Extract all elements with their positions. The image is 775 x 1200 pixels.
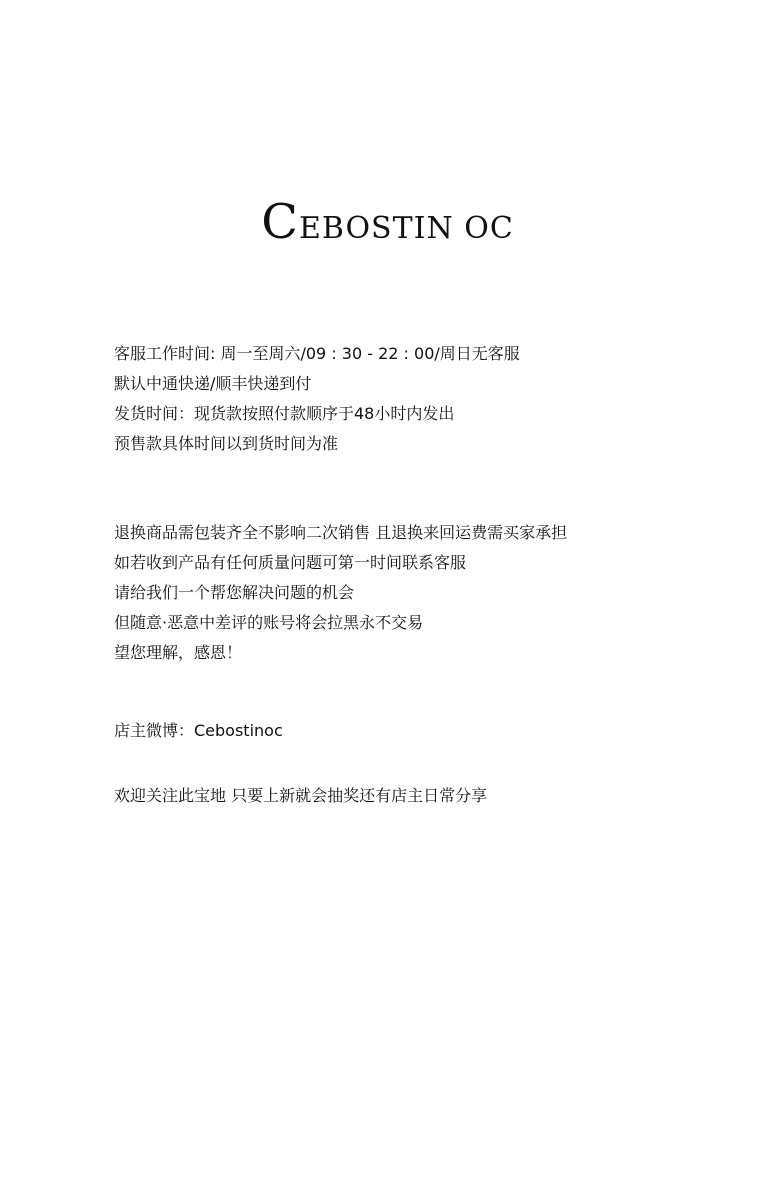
shipping-courier-text: 默认中通快递/顺丰快递到付 xyxy=(114,374,312,393)
weibo-section xyxy=(114,716,754,746)
return-policy-line: 望您理解，感恩！ xyxy=(114,643,243,662)
return-policy-line: 如若收到产品有任何质量问题可第一时间联系客服 xyxy=(114,553,467,572)
brand-logo-text: CEBOSTIN OC xyxy=(261,194,514,250)
presale-note-text: 预售款具体时间以到货时间为准 xyxy=(114,434,339,453)
service-info-section xyxy=(114,339,754,459)
return-policy-line: 但随意·恶意中差评的账号将会拉黑永不交易 xyxy=(114,613,424,632)
follow-text: 欢迎关注此宝地 只要上新就会抽奖还有店主日常分享 xyxy=(114,786,488,805)
weibo-text: 店主微博：Cebostinoc xyxy=(114,721,283,740)
return-policy-line: 请给我们一个帮您解决问题的机会 xyxy=(114,583,355,602)
return-policy-section xyxy=(114,518,754,668)
delivery-time-text: 发货时间：现货款按照付款顺序于48小时内发出 xyxy=(114,404,455,423)
return-policy-line: 退换商品需包装齐全不影响二次销售 且退换来回运费需买家承担 xyxy=(114,523,568,542)
service-hours-text: 客服工作时间: 周一至周六/09 : 30 - 22 : 00/周日无客服 xyxy=(114,344,520,363)
brand-logo xyxy=(0,194,775,253)
follow-section xyxy=(114,781,754,811)
